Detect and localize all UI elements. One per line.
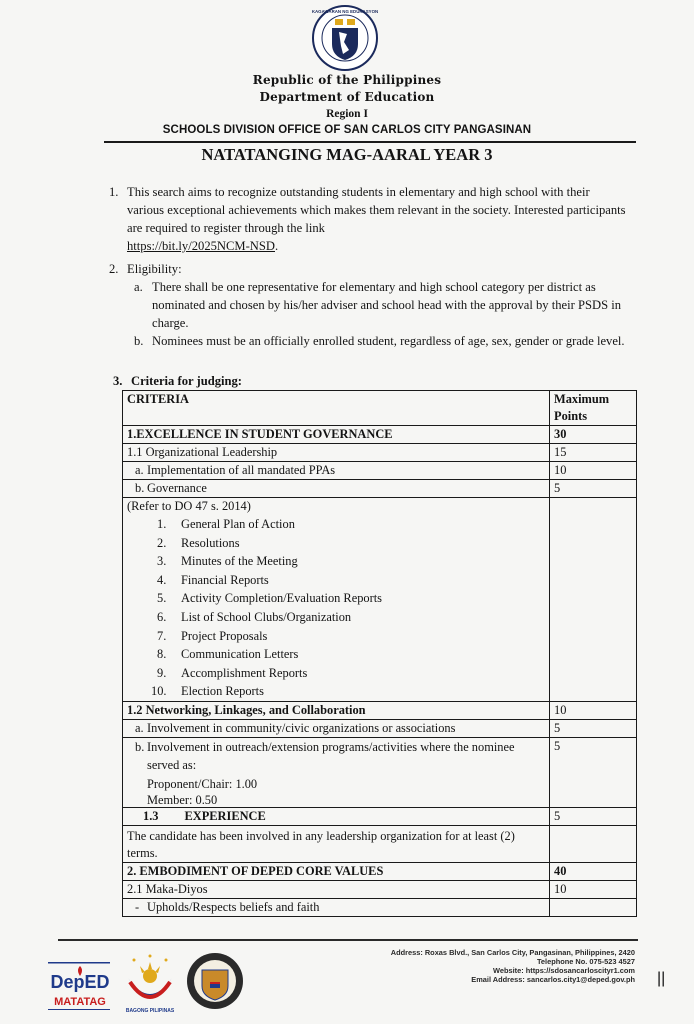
- points-cell: 10: [550, 881, 637, 899]
- section-number: 3.: [113, 374, 123, 388]
- criteria-text: Involvement in community/civic organizations or associations: [147, 720, 456, 735]
- eligibility-item-a: [134, 278, 632, 332]
- criteria-cell: 2.1 Maka-Diyos: [123, 881, 550, 899]
- points-cell: [550, 899, 637, 917]
- eligibility-item-b: [134, 332, 632, 350]
- section-1-text: This search aims to recognize outstanding students in elementary and high school with their various exceptional achievements which makes them relevant in the society. Interested participants are required to register through the link: [127, 185, 626, 235]
- document-item: Financial Reports: [181, 572, 269, 587]
- republic-heading: Republic of the Philippines: [252, 73, 442, 87]
- table-row: [123, 737, 637, 808]
- points-cell: 10: [550, 701, 637, 719]
- bagong-pilipinas-logo: [120, 952, 180, 1014]
- section-1: [109, 183, 627, 255]
- table-row: [123, 462, 637, 480]
- points-cell: 40: [550, 863, 637, 881]
- points-cell: [550, 498, 637, 702]
- points-cell: 5: [550, 480, 637, 498]
- registration-link[interactable]: https://bit.ly/2025NCM-NSD: [127, 239, 275, 253]
- criteria-cell: [123, 808, 550, 826]
- document-item: Communication Letters: [181, 647, 299, 662]
- footer-divider: [58, 939, 638, 941]
- criteria-cell: [123, 899, 550, 917]
- table-row: [123, 899, 637, 917]
- region-heading: Region I: [326, 108, 368, 120]
- reference-note: (Refer to DO 47 s. 2014): [127, 499, 251, 513]
- department-heading: Department of Education: [259, 90, 435, 104]
- criteria-text: Governance: [147, 481, 207, 495]
- deped-wordmark: DepED: [50, 972, 110, 992]
- eligibility-text: There shall be one representative for elementary and high school category per district as nominated and chosen by his/her adviser and school head with the approval by their PSDS in charge.: [152, 280, 622, 330]
- document-item: Accomplishment Reports: [181, 665, 308, 680]
- table-row: [123, 881, 637, 899]
- item-marker: 4.: [157, 572, 167, 587]
- section-number: 1.3: [143, 809, 159, 824]
- criteria-cell: 1.2 Networking, Linkages, and Collaboration: [123, 701, 550, 719]
- table-row: [123, 498, 637, 702]
- header-criteria: CRITERIA: [123, 391, 550, 426]
- points-cell: 30: [550, 426, 637, 444]
- criteria-table: [122, 390, 637, 917]
- header-divider: [104, 141, 636, 143]
- item-marker: 10.: [151, 684, 167, 699]
- table-row: [123, 480, 637, 498]
- document-item: Resolutions: [181, 535, 240, 550]
- points-cell: 15: [550, 444, 637, 462]
- table-row: [123, 444, 637, 462]
- criteria-cell: [123, 462, 550, 480]
- document-item: Election Reports: [181, 684, 264, 699]
- svg-text:KAGAWARAN NG EDUKASYON: KAGAWARAN NG EDUKASYON: [311, 9, 379, 14]
- item-marker: 5.: [157, 591, 167, 606]
- table-row: [123, 426, 637, 444]
- link-suffix: .: [275, 239, 279, 253]
- footer-telephone: Telephone No. 075-523 4527: [536, 957, 635, 966]
- document-item: Project Proposals: [181, 628, 268, 643]
- criteria-text: Involvement in outreach/extension programs/activities where the nominee served as:: [147, 739, 515, 773]
- criteria-text: Implementation of all mandated PPAs: [147, 463, 336, 477]
- criteria-text: EXPERIENCE: [184, 809, 266, 824]
- sdo-san-carlos-seal: [186, 952, 244, 1010]
- role-points-chair: Proponent/Chair: 1.00: [147, 776, 258, 791]
- table-row: [123, 826, 637, 863]
- table-row: [123, 719, 637, 737]
- criteria-cell: [123, 719, 550, 737]
- table-header-row: [123, 391, 637, 426]
- document-item: Minutes of the Meeting: [181, 554, 298, 569]
- points-cell: 5: [550, 719, 637, 737]
- footer-address: Address: Roxas Blvd., San Carlos City, Pangasinan, Philippines, 2420: [390, 948, 635, 957]
- criteria-heading: Criteria for judging:: [131, 374, 242, 388]
- item-marker: a.: [135, 720, 144, 735]
- footer-email[interactable]: Email Address: sancarlos.city1@deped.gov.ph: [471, 975, 635, 984]
- document-item: List of School Clubs/Organization: [181, 609, 352, 624]
- page-mark: ||: [657, 970, 666, 987]
- criteria-cell: 1.1 Organizational Leadership: [123, 444, 550, 462]
- criteria-text: Upholds/Respects beliefs and faith: [147, 900, 320, 915]
- bagong-pilipinas-wordmark: BAGONG PILIPINAS: [125, 1008, 175, 1014]
- points-cell: 10: [550, 462, 637, 480]
- deped-seal-logo: [311, 4, 379, 72]
- points-cell: [550, 826, 637, 863]
- item-marker: 8.: [157, 647, 167, 662]
- office-heading: SCHOOLS DIVISION OFFICE OF SAN CARLOS CITY PANGASINAN: [162, 124, 532, 136]
- item-marker: 9.: [157, 665, 167, 680]
- document-item: General Plan of Action: [181, 517, 295, 531]
- criteria-cell: 2. EMBODIMENT OF DEPED CORE VALUES: [123, 863, 550, 881]
- item-marker: a.: [134, 280, 143, 294]
- item-marker: 1.: [157, 517, 167, 531]
- section-3-heading: [113, 372, 242, 390]
- table-row: [123, 808, 637, 826]
- matatag-wordmark: MATATAG: [54, 996, 106, 1008]
- item-marker: 3.: [157, 554, 167, 569]
- criteria-cell: 1.EXCELLENCE IN STUDENT GOVERNANCE: [123, 426, 550, 444]
- item-marker: 2.: [157, 535, 167, 550]
- eligibility-heading: Eligibility:: [127, 262, 182, 276]
- criteria-cell: [123, 498, 550, 702]
- item-marker: b.: [135, 739, 145, 754]
- section-2-heading: [109, 260, 182, 278]
- item-marker: 6.: [157, 609, 167, 624]
- criteria-cell: [123, 480, 550, 498]
- item-marker: a.: [135, 463, 144, 477]
- criteria-cell: [123, 737, 550, 808]
- section-number: 2.: [109, 262, 119, 276]
- points-cell: 5: [550, 808, 637, 826]
- header-points: Maximum Points: [550, 391, 637, 426]
- item-marker: b.: [134, 334, 144, 348]
- document-item: Activity Completion/Evaluation Reports: [181, 591, 382, 606]
- item-marker: -: [135, 900, 140, 915]
- criteria-cell: The candidate has been involved in any leadership organization for at least (2) terms.: [123, 826, 550, 863]
- deped-matatag-logo: [46, 958, 114, 1014]
- role-points-member: Member: 0.50: [147, 793, 218, 808]
- table-row: [123, 863, 637, 881]
- table-row: [123, 701, 637, 719]
- document-title: NATATANGING MAG-AARAL YEAR 3: [201, 145, 493, 164]
- footer-website[interactable]: Website: https://sdosancarloscityr1.com: [493, 966, 635, 975]
- item-marker: b.: [135, 481, 145, 495]
- points-cell: 5: [550, 737, 637, 808]
- section-number: 1.: [109, 185, 119, 199]
- item-marker: 7.: [157, 628, 167, 643]
- eligibility-text: Nominees must be an officially enrolled student, regardless of age, sex, gender or grade level.: [152, 334, 625, 348]
